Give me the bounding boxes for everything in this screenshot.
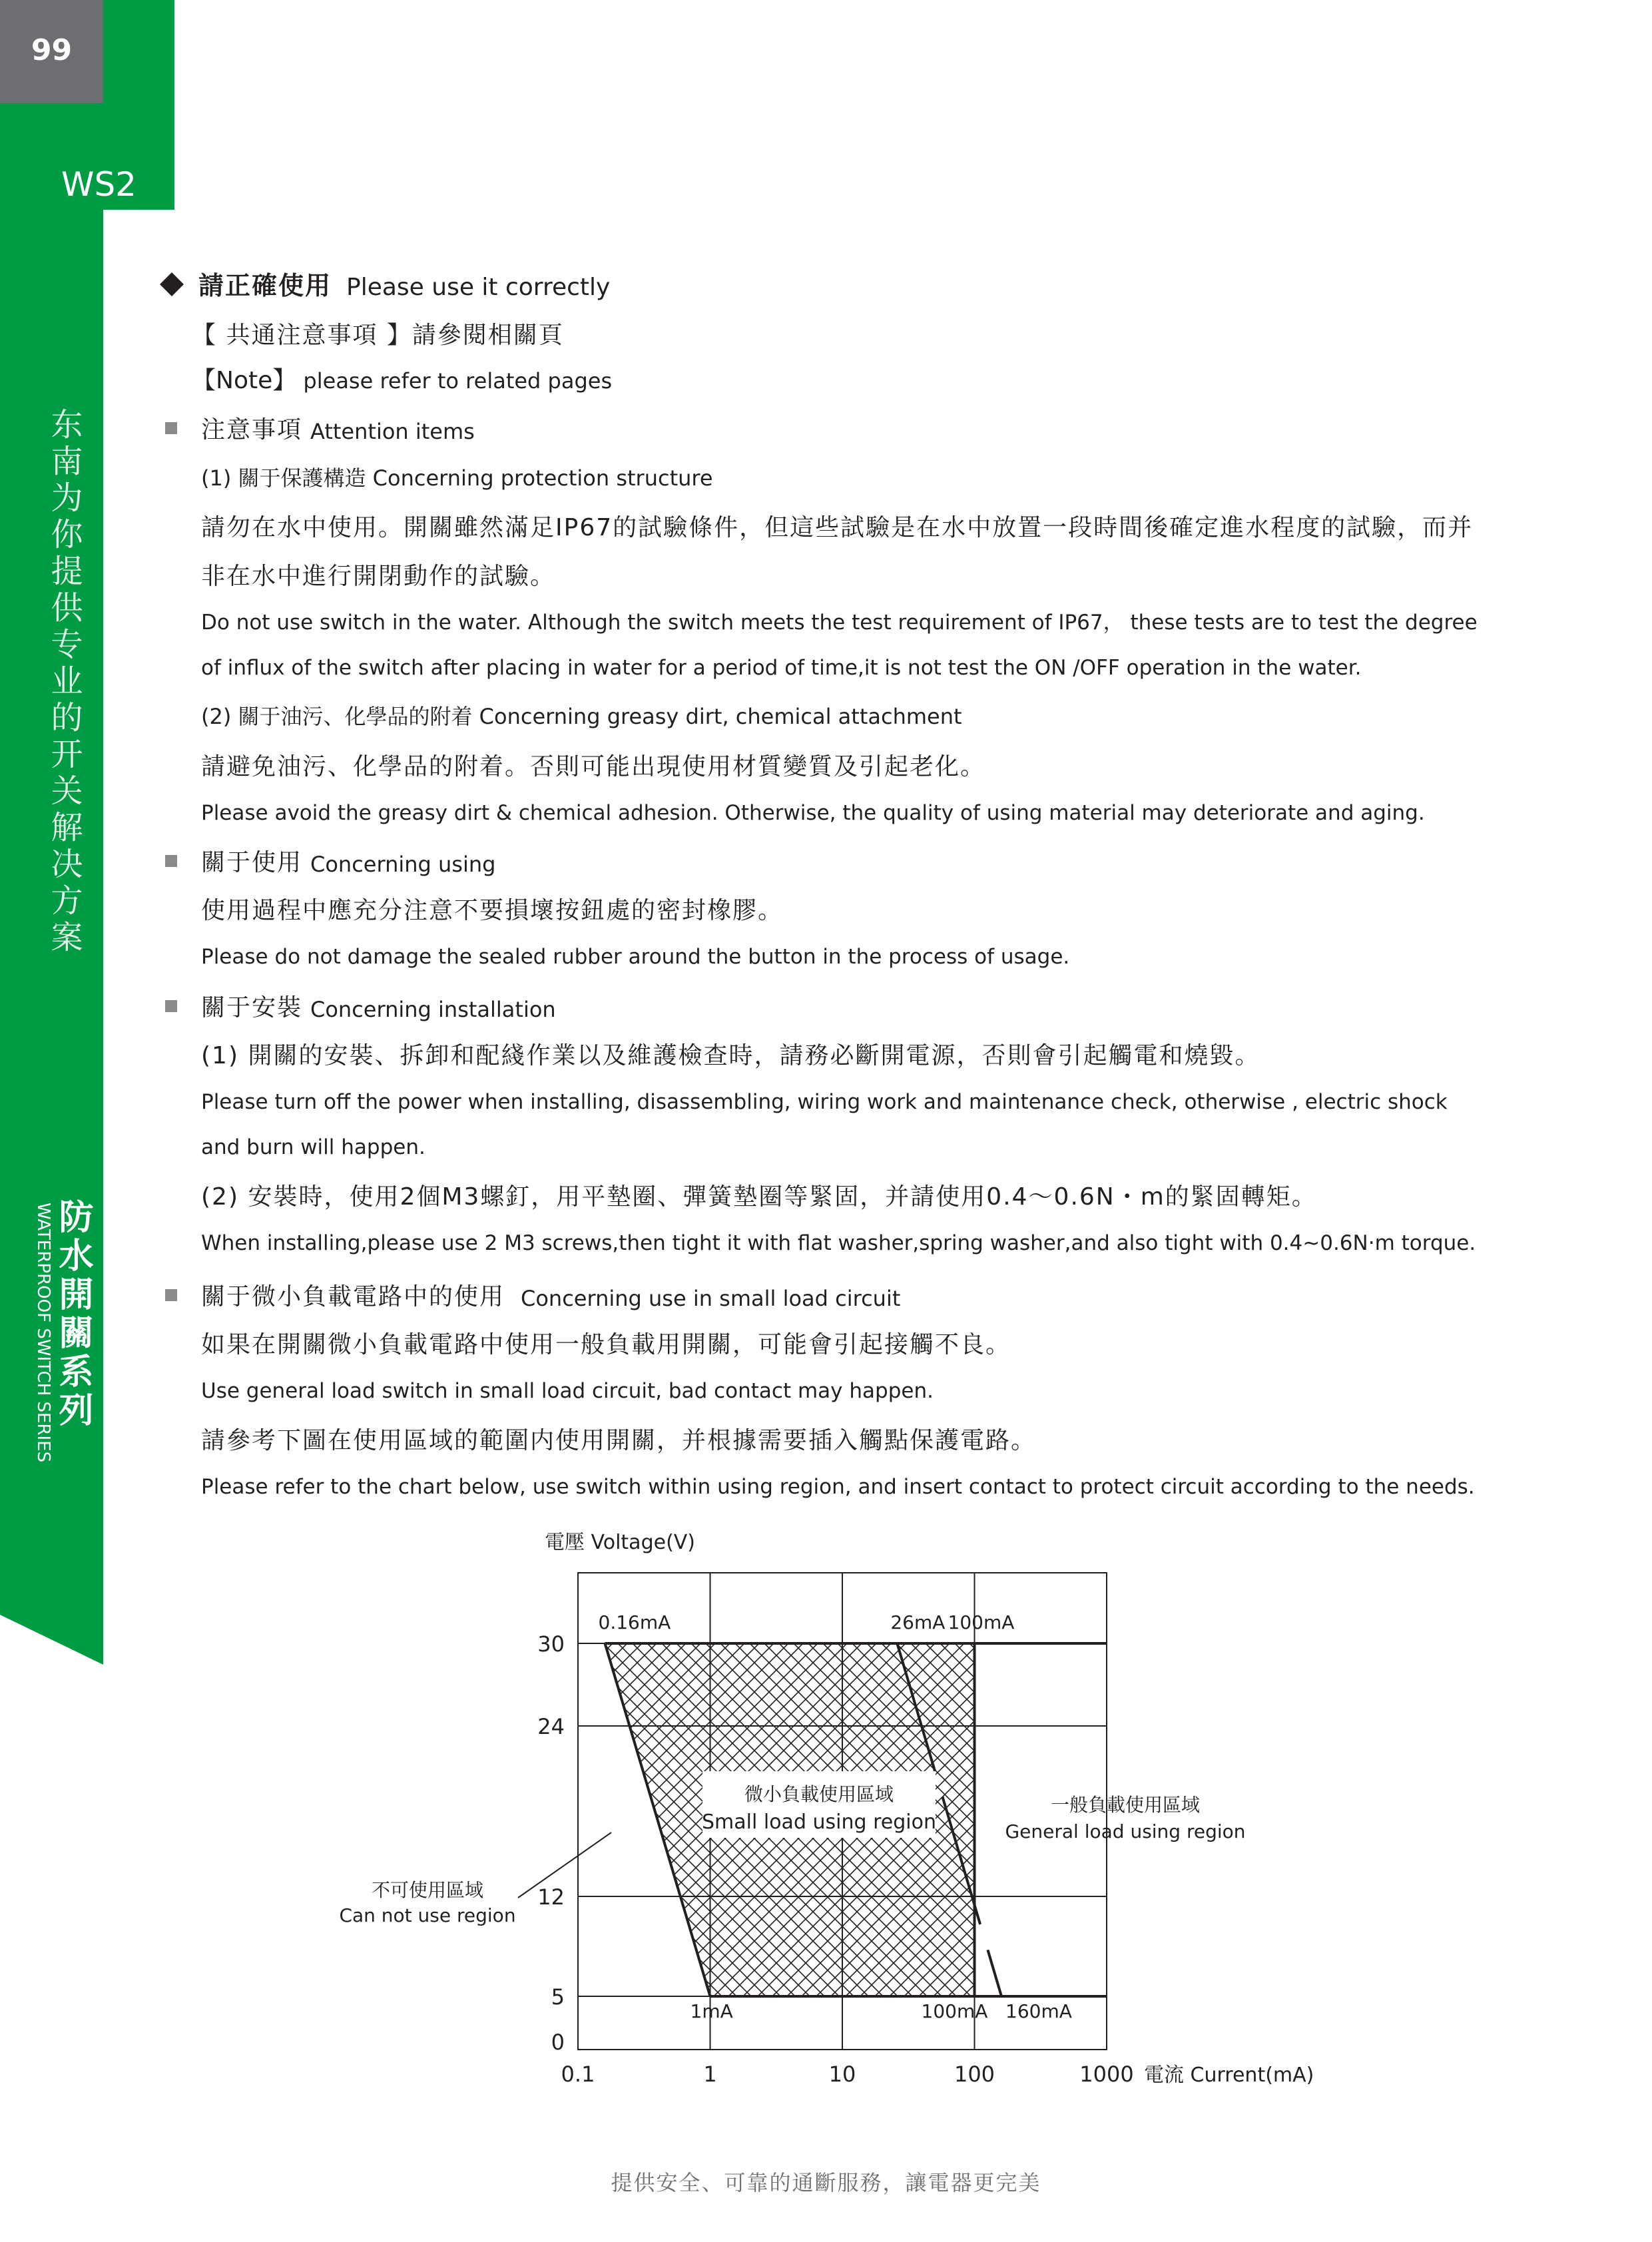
y-tick-label: 0 bbox=[551, 2030, 565, 2055]
using-heading-en: Concerning using bbox=[310, 852, 496, 877]
series-title-en: WATERPROOF SWITCH SERIES bbox=[33, 1203, 53, 1463]
common-note-cn: 【 共通注意事項 】請參閱相關頁 bbox=[192, 322, 564, 349]
series-code: WS2 bbox=[61, 165, 137, 204]
series-title-cn: 防水開關系列 bbox=[53, 1199, 93, 1430]
attention-heading-cn: 注意事項 bbox=[201, 416, 303, 443]
current-annotation-top: 0.16mA bbox=[598, 1611, 671, 1633]
install-p1-cn: (1) 開關的安裝、拆卸和配綫作業以及維護檢查時，請務必斷開電源，否則會引起觸電和燒毀。 bbox=[201, 1042, 1260, 1069]
note-word: Note bbox=[216, 367, 273, 394]
general-load-region-en: General load using region bbox=[1005, 1821, 1246, 1842]
x-tick-label: 100 bbox=[954, 2062, 995, 2087]
using-cn: 使用過程中應充分注意不要損壞按鈕處的密封橡膠。 bbox=[201, 897, 784, 924]
current-annotation-bottom: 160mA bbox=[1005, 2000, 1072, 2022]
protection-en-1: Do not use switch in the water. Although the switch meets the test requirement of IP67， these tests are to test the degree bbox=[201, 611, 1478, 635]
small-load-heading-en: Concerning use in small load circuit bbox=[521, 1286, 901, 1311]
general-load-region-cn: 一般負載使用區域 bbox=[1050, 1794, 1201, 1816]
small-load-region-cn: 微小負載使用區域 bbox=[744, 1783, 894, 1805]
protection-title: (1) 關于保護構造 Concerning protection structure bbox=[201, 465, 713, 491]
note-bracket-open: 【 bbox=[192, 367, 216, 394]
x-tick-label: 0.1 bbox=[561, 2062, 595, 2087]
y-tick-label: 5 bbox=[551, 1984, 565, 2010]
install-p2-cn: (2) 安裝時，使用2個M3螺釘，用平墊圈、彈簧墊圈等緊固，并請使用0.4～0.6N・m的緊固轉矩。 bbox=[201, 1183, 1317, 1211]
y-axis-label: 電壓 Voltage(V) bbox=[545, 1531, 695, 1554]
y-tick-label: 12 bbox=[537, 1884, 565, 1910]
protection-cn-2: 非在水中進行開閉動作的試驗。 bbox=[201, 563, 556, 590]
x-tick-label: 1 bbox=[703, 2062, 717, 2087]
current-annotation-top: 100mA bbox=[948, 1611, 1015, 1633]
y-tick-label: 30 bbox=[537, 1631, 565, 1657]
note-bracket-close: 】 bbox=[272, 367, 297, 394]
install-heading-en: Concerning installation bbox=[310, 997, 556, 1022]
small-load-cn-1: 如果在開關微小負載電路中使用一般負載用開關，可能會引起接觸不良。 bbox=[201, 1331, 1011, 1358]
greasy-cn: 請避免油污、化學品的附着。否則可能出現使用材質變質及引起老化。 bbox=[201, 753, 986, 780]
protection-en-2: of influx of the switch after placing in water for a period of time,it is not test the ON /OFF operation in the water. bbox=[201, 656, 1362, 680]
section-title-cn: 請正確使用 bbox=[198, 271, 332, 300]
no-use-region-cn: 不可使用區域 bbox=[371, 1879, 484, 1901]
x-axis-label: 電流 Current(mA) bbox=[1144, 2064, 1314, 2087]
x-tick-label: 1000 bbox=[1079, 2062, 1134, 2087]
small-load-cn-2: 請參考下圖在使用區域的範圍内使用開關，并根據需要插入觸點保護電路。 bbox=[201, 1427, 1037, 1454]
y-tick-label: 24 bbox=[537, 1714, 565, 1739]
install-heading-cn: 關于安裝 bbox=[201, 994, 303, 1021]
page-number: 99 bbox=[31, 33, 73, 67]
install-p2-en: When installing,please use 2 M3 screws,then tight it with flat washer,spring washer,and also tight with 0.4~0.6N·m torque. bbox=[201, 1231, 1476, 1255]
small-load-en-2: Please refer to the chart below, use switch within using region, and insert contact to protect circuit according to the needs. bbox=[201, 1475, 1475, 1499]
small-load-region-en: Small load using region bbox=[702, 1811, 936, 1834]
no-use-region-leader bbox=[518, 1832, 611, 1898]
install-p1-en-2: and burn will happen. bbox=[201, 1135, 425, 1159]
section-title-en: Please use it correctly bbox=[346, 274, 611, 301]
no-use-region-en: Can not use region bbox=[339, 1904, 516, 1926]
small-load-heading-cn: 關于微小負載電路中的使用 bbox=[201, 1283, 505, 1310]
attention-heading-en: Attention items bbox=[310, 419, 475, 444]
greasy-en: Please avoid the greasy dirt & chemical adhesion. Otherwise, the quality of using material may deteriorate and aging. bbox=[201, 801, 1425, 825]
protection-cn-1: 請勿在水中使用。開關雖然滿足IP67的試驗條件，但這些試驗是在水中放置一段時間後確定進水程度的試驗，而并 bbox=[201, 514, 1474, 541]
current-annotation-bottom: 100mA bbox=[921, 2000, 988, 2022]
current-annotation-top: 26mA bbox=[890, 1611, 946, 1633]
sidebar-slogan: 东南为你提供专业的开关解决方案 bbox=[45, 408, 83, 957]
using-en: Please do not damage the sealed rubber around the button in the process of usage. bbox=[201, 945, 1070, 969]
install-p1-en-1: Please turn off the power when installing, disassembling, wiring work and maintenance check, otherwise , electric shock bbox=[201, 1090, 1448, 1114]
footer-slogan: 提供安全、可靠的通斷服務，讓電器更完美 bbox=[611, 2170, 1041, 2195]
x-tick-label: 10 bbox=[828, 2062, 856, 2087]
current-annotation-bottom: 1mA bbox=[690, 2000, 733, 2022]
using-heading-cn: 關于使用 bbox=[201, 849, 303, 876]
note-rest: please refer to related pages bbox=[303, 368, 613, 394]
small-load-en-1: Use general load switch in small load circuit, bad contact may happen. bbox=[201, 1379, 934, 1403]
greasy-title: (2) 關于油污、化學品的附着 Concerning greasy dirt, chemical attachment bbox=[201, 704, 962, 729]
